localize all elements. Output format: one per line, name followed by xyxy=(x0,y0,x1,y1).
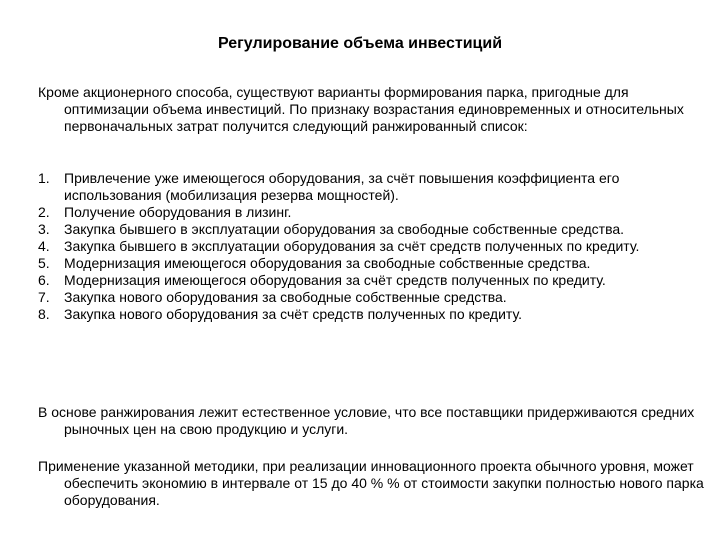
list-item xyxy=(38,221,678,238)
list-item-text: Получение оборудования в лизинг. xyxy=(64,204,292,220)
ranking-basis-paragraph: В основе ранжирования лежит естественное условие, что все поставщики придерживаются средних рыночных цен на свою продукцию и услуги. xyxy=(38,404,695,437)
list-item-number: 6. xyxy=(38,272,50,288)
list-item-number: 7. xyxy=(38,289,50,305)
list-item-number: 4. xyxy=(38,238,50,254)
list-item-number: 1. xyxy=(38,170,50,186)
list-item-text: Привлечение уже имеющегося оборудования, за счёт повышения коэффициента его использования (мобилизация резерва мощностей). xyxy=(64,170,620,203)
methodology-paragraph: Применение указанной методики, при реализации инновационного проекта обычного уровня, может обеспечить экономию в интервале от 15 до 40 % % от стоимости закупки полностью нового парка оборудования. xyxy=(38,458,704,508)
list-item-number: 3. xyxy=(38,221,50,237)
slide-title: Регулирование объема инвестиций xyxy=(217,35,503,52)
list-item-text: Закупка бывшего в эксплуатации оборудования за свободные собственные средства. xyxy=(64,221,625,237)
list-item-number: 2. xyxy=(38,204,50,220)
list-item xyxy=(38,289,678,306)
list-item xyxy=(38,204,678,221)
ranked-list xyxy=(38,170,678,323)
list-item-text: Закупка нового оборудования за свободные собственные средства. xyxy=(64,289,507,305)
list-item-number: 8. xyxy=(38,306,50,322)
list-item-text: Модернизация имеющегося оборудования за свободные собственные средства. xyxy=(64,255,591,271)
list-item xyxy=(38,306,678,323)
list-item xyxy=(38,170,678,204)
list-item xyxy=(38,238,678,255)
list-item xyxy=(38,272,678,289)
list-item-text: Закупка бывшего в эксплуатации оборудования за счёт средств полученных по кредиту. xyxy=(64,238,640,254)
list-item-text: Закупка нового оборудования за счёт средств полученных по кредиту. xyxy=(64,306,522,322)
list-item-number: 5. xyxy=(38,255,50,271)
intro-paragraph: Кроме акционерного способа, существуют варианты формирования парка, пригодные для оптимизации объема инвестиций. По признаку возрастания единовременных и относительных первоначальных затрат получится следующий ранжированный список: xyxy=(38,84,684,134)
list-item-text: Модернизация имеющегося оборудования за счёт средств полученных по кредиту. xyxy=(64,272,606,288)
list-item xyxy=(38,255,678,272)
